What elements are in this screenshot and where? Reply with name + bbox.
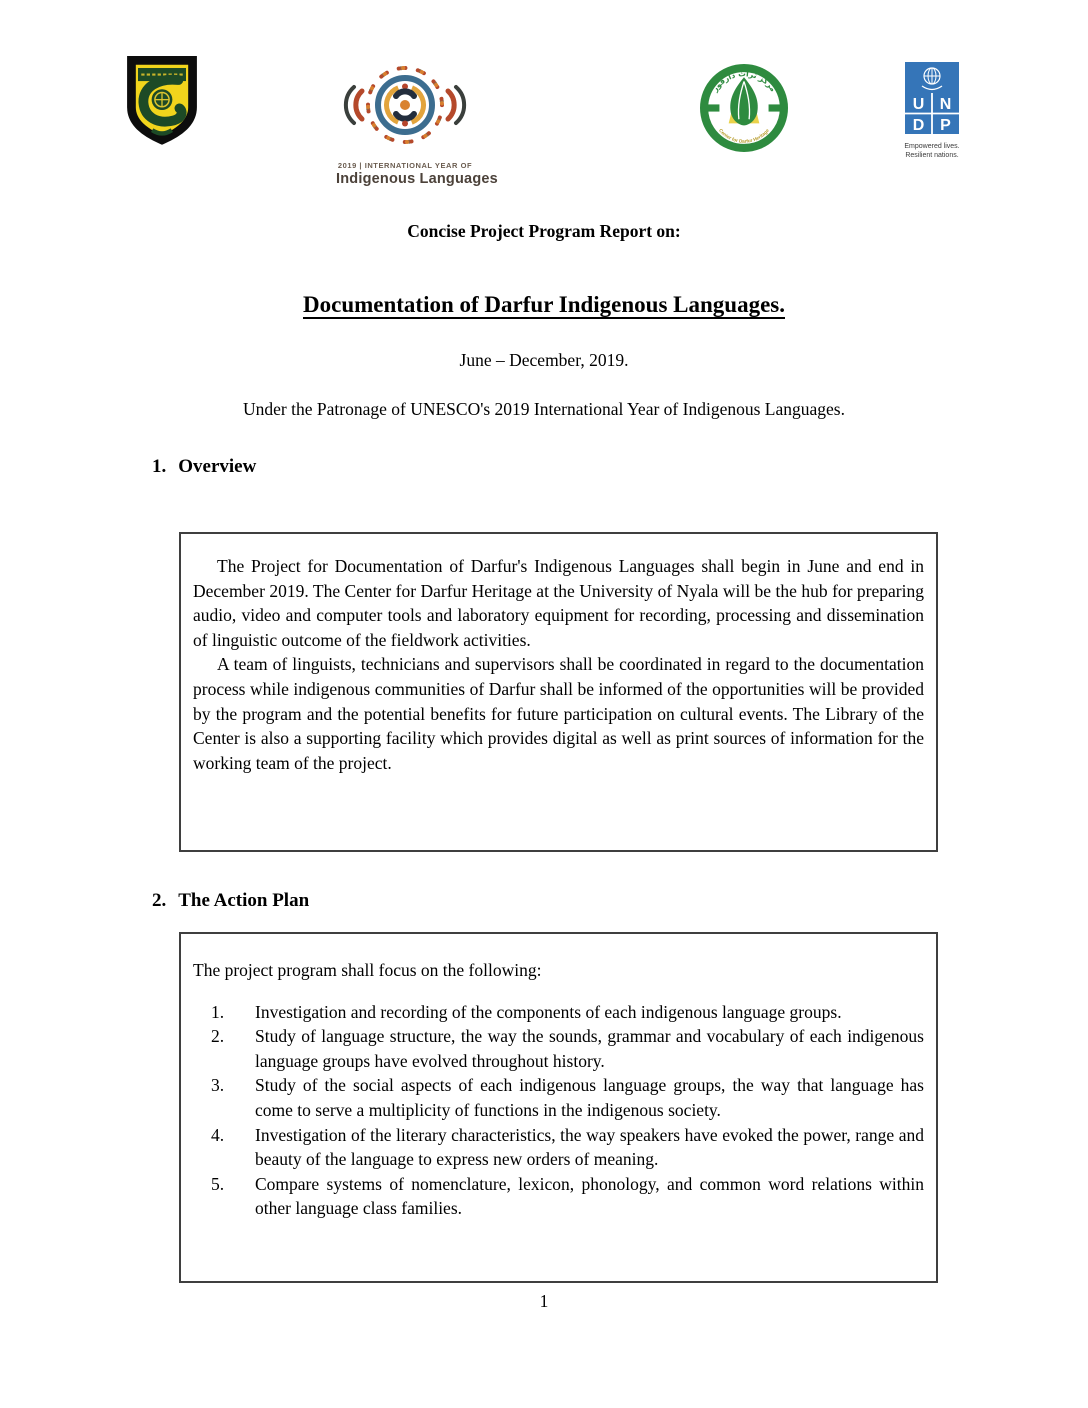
action-plan-box xyxy=(179,932,938,1283)
section-label: Overview xyxy=(178,456,257,477)
section-heading-action-plan xyxy=(152,890,309,912)
overview-paragraph-2: A team of linguists, technicians and supervisors shall be coordinated in regard to the documentation process while indigenous communities of Darfur shall be informed of the opportunities will be provided by the program and the potential benefits for future participation on cultural events. The Library of the Center is also a supporting facility which provides digital as well as print sources of information for the working team of the project. xyxy=(193,654,924,773)
section-number: 2. xyxy=(152,890,167,911)
undp-tagline-line2: Resilient nations. xyxy=(905,151,959,159)
list-item xyxy=(193,1172,924,1221)
list-item xyxy=(193,1123,924,1172)
university-crest-logo xyxy=(126,56,198,164)
undp-letter-p: P xyxy=(940,117,951,134)
date-range: June – December, 2019. xyxy=(459,350,629,370)
heritage-arabic-text: مركز تراث دارفور xyxy=(710,69,778,94)
iyil-year-line: 2019 | INTERNATIONAL YEAR OF xyxy=(337,161,473,170)
page-number: 1 xyxy=(539,1291,549,1311)
heritage-english-text: Center for Darfur Heritage xyxy=(718,127,770,144)
list-item-text: Compare systems of nomenclature, lexicon, phonology, and common word relations within other language class families. xyxy=(255,1173,924,1219)
list-item-text: Investigation of the literary characteristics, the way speakers have evoked the power, range and beauty of the language to express new orders of meaning. xyxy=(255,1124,924,1170)
list-item xyxy=(193,1073,924,1122)
undp-letter-u: U xyxy=(912,96,925,113)
list-item-number: 5. xyxy=(211,1173,225,1194)
list-item-text: Investigation and recording of the components of each indigenous language groups. xyxy=(255,1001,842,1022)
undp-tagline-line1: Empowered lives. xyxy=(904,143,960,150)
overview-box xyxy=(179,532,938,852)
section-label: The Action Plan xyxy=(178,890,310,911)
list-item xyxy=(193,1024,924,1073)
undp-letter-d: D xyxy=(912,117,925,134)
section-number: 1. xyxy=(152,456,167,477)
undp-logo xyxy=(901,62,963,160)
iyil-2019-logo xyxy=(336,58,498,187)
university-crest-icon xyxy=(126,56,198,164)
darfur-heritage-logo xyxy=(700,64,788,152)
report-label: Concise Project Program Report on: xyxy=(407,221,681,241)
iyil-name-line: Indigenous Languages xyxy=(336,171,498,187)
list-item-text: Study of language structure, the way the sounds, grammar and vocabulary of each indigenous language groups have evolved throughout history. xyxy=(255,1026,924,1071)
patronage-line: Under the Patronage of UNESCO's 2019 International Year of Indigenous Languages. xyxy=(243,399,845,419)
list-item-number: 2. xyxy=(211,1026,225,1047)
list-item xyxy=(193,1000,924,1025)
darfur-heritage-icon xyxy=(700,64,788,152)
list-item-number: 3. xyxy=(211,1075,225,1096)
iyil-circular-icon xyxy=(336,58,474,154)
overview-paragraph-1: The Project for Documentation of Darfur's Indigenous Languages shall begin in June and end in December 2019. The Center for Darfur Heritage at the University of Nyala will be the hub for preparing audio, video and computer tools and laboratory equipment for recording, processing and dissemination of linguistic outcome of the fieldwork activities. xyxy=(193,556,924,650)
undp-icon xyxy=(903,62,961,136)
document-title: Documentation of Darfur Indigenous Languages. xyxy=(303,292,785,317)
undp-letter-n: N xyxy=(939,96,952,113)
action-plan-intro: The project program shall focus on the following: xyxy=(193,960,542,980)
list-item-number: 4. xyxy=(211,1124,225,1145)
section-heading-overview xyxy=(152,456,256,478)
list-item-number: 1. xyxy=(211,1001,225,1022)
list-item-text: Study of the social aspects of each indigenous language groups, the way that language has come to serve a multiplicity of functions in the indigenous society. xyxy=(255,1075,924,1120)
